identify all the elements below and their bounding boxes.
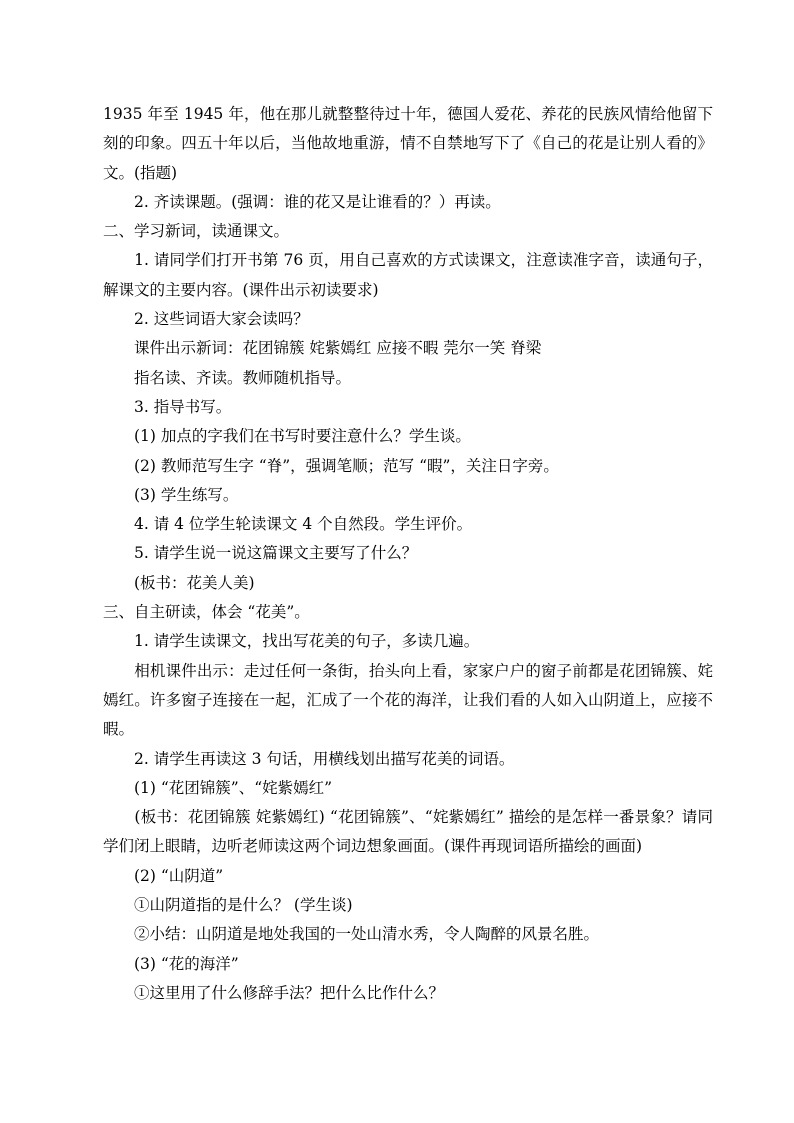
text-line: (板书：花美人美) — [103, 573, 255, 592]
text-line: 嫣红。许多窗子连接在一起，汇成了一个花的海洋，让我们看的人如入山阴道上，应接不 — [103, 690, 713, 709]
text-line: (1) “花团锦簇”、“姹紫嫣红” — [103, 778, 333, 797]
text-line: 2. 这些词语大家会读吗？ — [103, 310, 309, 329]
text-line: (2) “山阴道” — [103, 866, 224, 885]
text-line: (3) “花的海洋” — [103, 954, 239, 973]
text-line: 5. 请学生说一说这篇课文主要写了什么？ — [103, 544, 418, 563]
text-line: 学们闭上眼睛，边听老师读这两个词边想象画面。(课件再现词语所描绘的画面) — [103, 837, 643, 856]
text-line: 2. 请学生再读这 3 句话，用横线划出描写花美的词语。 — [103, 749, 515, 768]
text-line: ①山阴道指的是什么？ (学生谈) — [103, 896, 353, 915]
text-line: 相机课件出示：走过任何一条街，抬头向上看，家家户户的窗子前都是花团锦簇、姹 — [134, 661, 713, 680]
text-line: 1. 请学生读课文，找出写花美的句子，多读几遍。 — [103, 632, 480, 651]
text-line: (板书：花团锦簇 姹紫嫣红) “花团锦簇”、“姹紫嫣红” 描绘的是怎样一番景象？请同 — [103, 808, 713, 827]
text-line: (3) 学生练写。 — [103, 485, 239, 504]
text-line: 课件出示新词：花团锦簇 姹紫嫣红 应接不暇 莞尔一笑 脊梁 — [103, 339, 542, 358]
section-heading: 二、学习新词，读通课文。 — [103, 222, 290, 241]
text-line: ②小结：山阴道是地处我国的一处山清水秀，令人陶醉的风景名胜。 — [103, 925, 600, 944]
text-line: 解课文的主要内容。(课件出示初读要求) — [103, 280, 379, 299]
text-line: (1) 加点的字我们在书写时要注意什么？学生谈。 — [103, 427, 471, 446]
section-heading: 三、自主研读，体会 “花美”。 — [103, 603, 310, 622]
text-line: 暇。 — [103, 720, 135, 739]
text-line: 3. 指导书写。 — [103, 397, 232, 416]
text-line: 1. 请同学们打开书第 76 页，用自己喜欢的方式读课文，注意读准字音，读通句子， — [134, 251, 713, 270]
text-line: 1935 年至 1945 年，他在那儿就整整待过十年，德国人爱花、养花的民族风情给他留下 — [103, 105, 713, 123]
text-line: 刻的印象。四五十年以后，当他故地重游，情不自禁地写下了《自己的花是让别人看的》 — [103, 134, 713, 153]
text-line: 2. 齐读课题。(强调：谁的花又是让谁看的？）再读。 — [103, 192, 501, 211]
text-line: 文。(指题) — [103, 163, 178, 182]
text-line: 指名读、齐读。教师随机指导。 — [103, 368, 352, 387]
document-body — [103, 100, 713, 1008]
text-line: 4. 请 4 位学生轮读课文 4 个自然段。学生评价。 — [103, 515, 473, 534]
text-line: (2) 教师范写生字 “脊”，强调笔顺；范写 “暇”，关注日字旁。 — [103, 456, 559, 475]
text-line: ①这里用了什么修辞手法？把什么比作什么？ — [103, 983, 445, 1002]
